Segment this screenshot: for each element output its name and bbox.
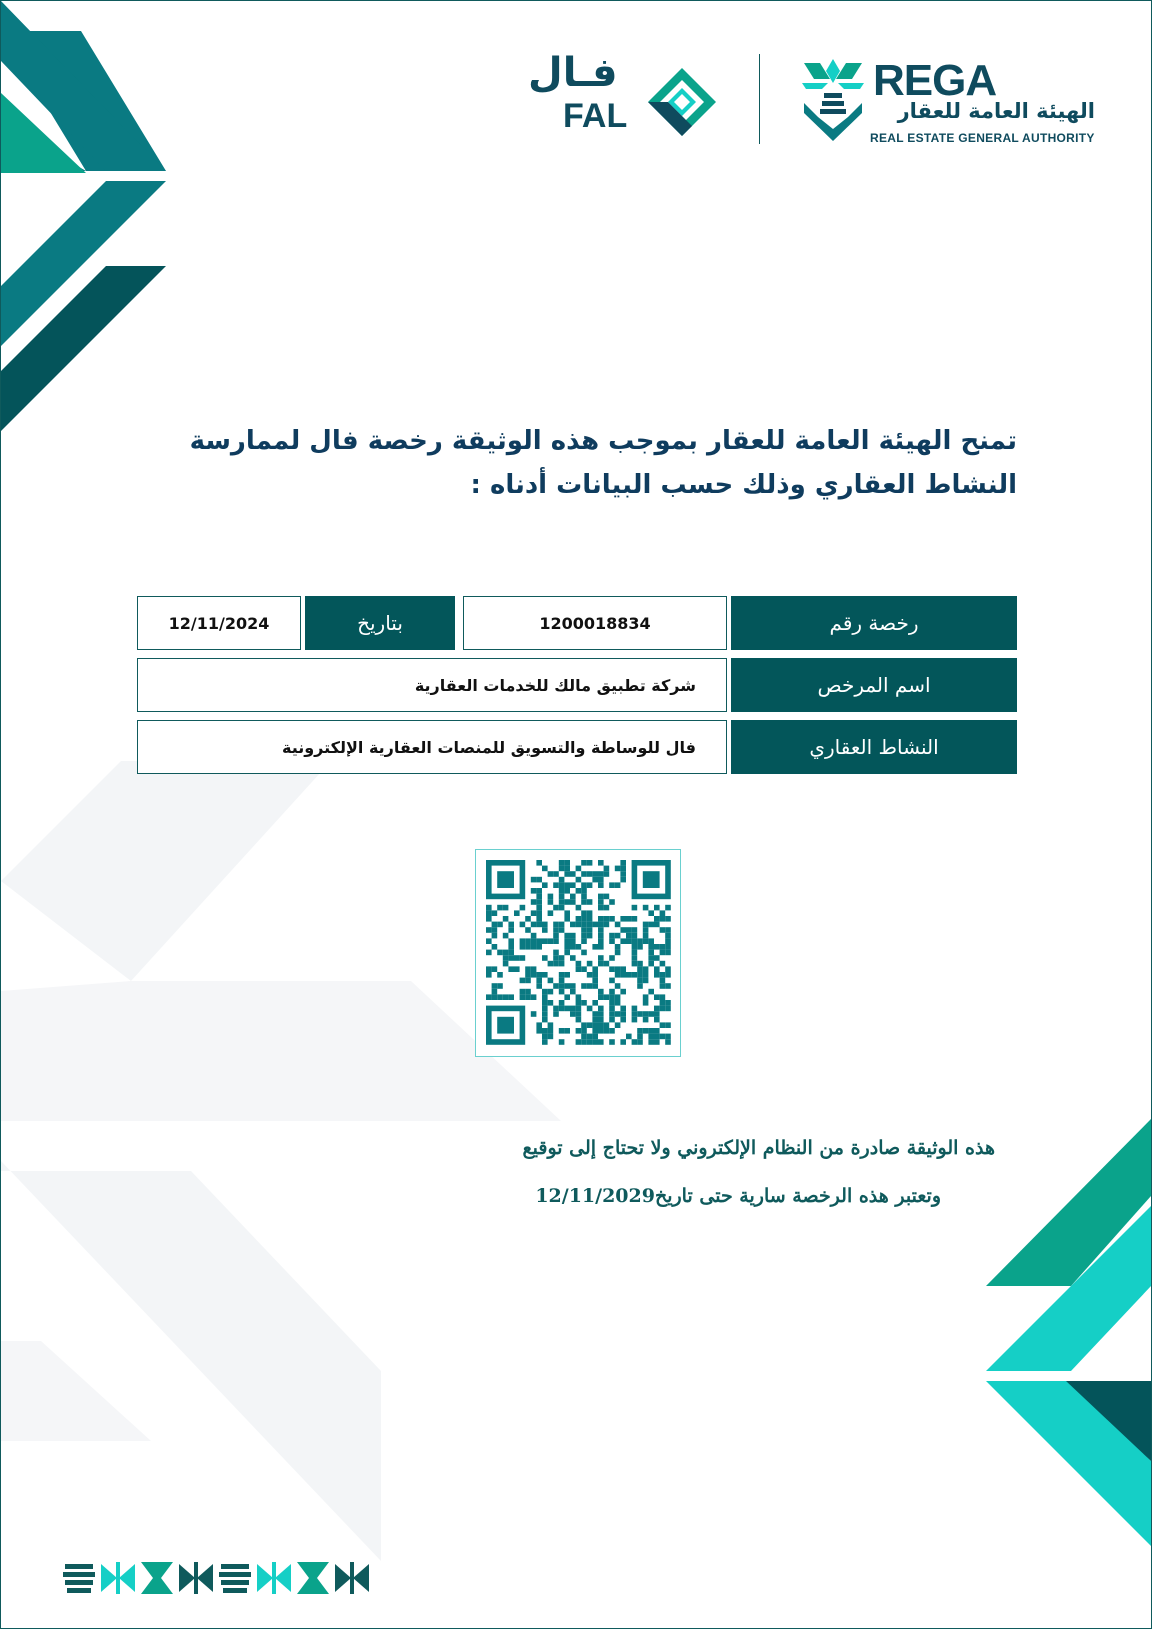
intro-line-1: تمنح الهيئة العامة للعقار بموجب هذه الوثيقة رخصة فال لممارسة bbox=[189, 426, 1017, 456]
notice-validity-text: وتعتبر هذه الرخصة سارية حتى تاريخ bbox=[654, 1185, 941, 1207]
header-logos bbox=[503, 49, 1103, 149]
license-number-value: 1200018834 bbox=[463, 596, 727, 650]
expiry-date: 12/11/2029 bbox=[535, 1185, 655, 1207]
notice-line-2 bbox=[401, 1185, 941, 1207]
qr-code-frame bbox=[475, 849, 681, 1057]
licensee-label: اسم المرخص bbox=[731, 658, 1017, 712]
intro-line-2: النشاط العقاري وذلك حسب البيانات أدناه : bbox=[470, 470, 1017, 500]
rega-arabic-name: الهيئة العامة للعقار bbox=[897, 99, 1095, 123]
rega-title: REGA bbox=[873, 56, 997, 105]
date-label: بتاريخ bbox=[305, 596, 455, 650]
background-decoration bbox=[1, 1, 1151, 1628]
activity-value: فال للوساطة والتسويق للمنصات العقارية الإلكترونية bbox=[137, 720, 727, 774]
logo-divider bbox=[759, 54, 760, 144]
qr-code-icon bbox=[476, 850, 680, 1056]
rega-logo bbox=[798, 55, 1103, 145]
licensee-value: شركة تطبيق مالك للخدمات العقارية bbox=[137, 658, 727, 712]
fal-arabic-wordmark: فـال bbox=[528, 50, 618, 96]
license-number-label: رخصة رقم bbox=[731, 596, 1017, 650]
notice-line-1: هذه الوثيقة صادرة من النظام الإلكتروني ولا تحتاج إلى توقيع bbox=[522, 1137, 995, 1159]
license-date-value: 12/11/2024 bbox=[137, 596, 301, 650]
intro-paragraph bbox=[121, 419, 1017, 507]
fal-diamond-icon bbox=[646, 66, 718, 138]
activity-label: النشاط العقاري bbox=[731, 720, 1017, 774]
fal-logo bbox=[528, 50, 718, 141]
rega-emblem-icon bbox=[798, 55, 868, 145]
rega-english-name: REAL ESTATE GENERAL AUTHORITY bbox=[870, 131, 1095, 145]
fal-english-wordmark: FAL bbox=[563, 97, 628, 135]
footer-pattern bbox=[61, 1560, 371, 1596]
